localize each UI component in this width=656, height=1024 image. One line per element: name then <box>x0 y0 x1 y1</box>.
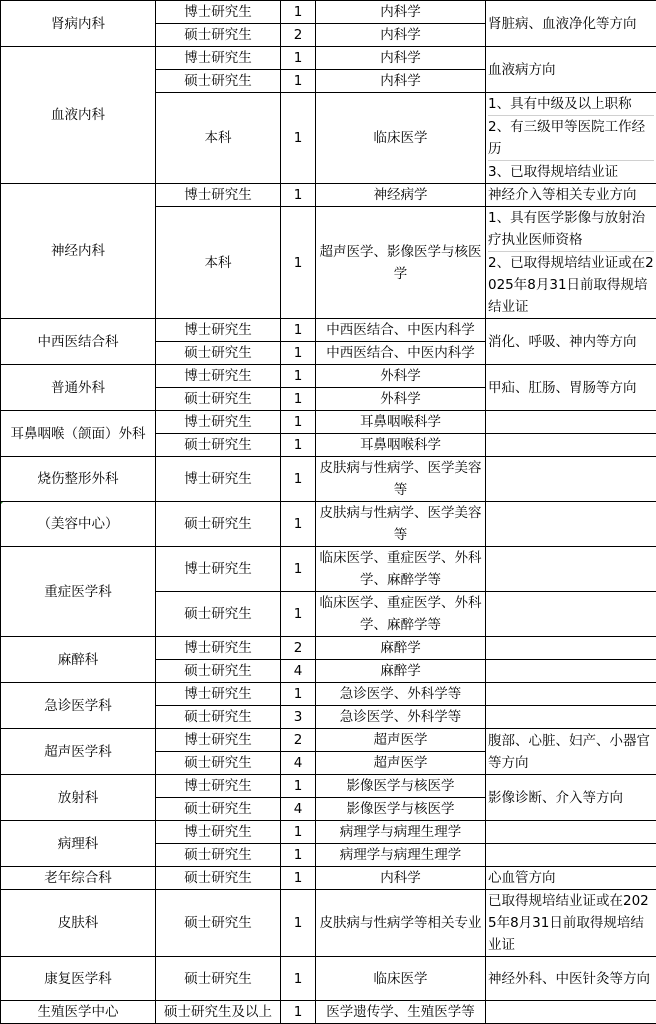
department-cell: 急诊医学科 <box>1 683 156 729</box>
table-row <box>1 1 656 24</box>
requirement-line: 1、具有医学影像与放射治疗执业医师资格 <box>488 207 654 251</box>
department-cell: 烧伤整形外科 <box>1 457 156 502</box>
count-cell: 1 <box>281 411 316 434</box>
count-cell: 1 <box>281 775 316 798</box>
major-cell: 耳鼻咽喉科学 <box>316 434 486 457</box>
major-cell: 超声医学、影像医学与核医学 <box>316 207 486 319</box>
degree-cell: 硕士研究生 <box>156 706 281 729</box>
table-row <box>1 890 656 957</box>
table-row <box>1 637 656 660</box>
major-cell: 影像医学与核医学 <box>316 775 486 798</box>
major-cell: 临床医学、重症医学、外科学、麻醉学等 <box>316 592 486 637</box>
department-cell: 病理科 <box>1 821 156 867</box>
degree-cell: 硕士研究生 <box>156 890 281 957</box>
department-cell: 耳鼻咽喉（颌面）外科 <box>1 411 156 457</box>
degree-cell: 博士研究生 <box>156 683 281 706</box>
requirement-cell <box>486 637 656 660</box>
count-cell: 4 <box>281 752 316 775</box>
department-cell: 肾病内科 <box>1 1 156 47</box>
table-row <box>1 319 656 342</box>
degree-cell: 硕士研究生 <box>156 434 281 457</box>
requirement-cell <box>486 844 656 867</box>
major-cell: 内科学 <box>316 24 486 47</box>
table-row <box>1 184 656 207</box>
requirement-cell <box>486 821 656 844</box>
requirement-cell <box>486 502 656 547</box>
count-cell: 1 <box>281 683 316 706</box>
degree-cell: 硕士研究生 <box>156 502 281 547</box>
degree-cell: 博士研究生 <box>156 411 281 434</box>
count-cell: 1 <box>281 184 316 207</box>
major-cell: 皮肤病与性病学等相关专业 <box>316 890 486 957</box>
degree-cell: 博士研究生 <box>156 821 281 844</box>
degree-cell: 博士研究生 <box>156 319 281 342</box>
requirement-line: 2、有三级甲等医院工作经历 <box>488 115 654 160</box>
count-cell: 1 <box>281 342 316 365</box>
count-cell: 2 <box>281 24 316 47</box>
department-cell: 普通外科 <box>1 365 156 411</box>
requirement-cell <box>486 207 656 319</box>
degree-cell: 本科 <box>156 207 281 319</box>
requirement-cell <box>486 706 656 729</box>
major-cell: 临床医学 <box>316 957 486 1001</box>
requirement-cell <box>486 434 656 457</box>
department-cell: 神经内科 <box>1 184 156 319</box>
degree-cell: 硕士研究生 <box>156 660 281 683</box>
table-row <box>1 867 656 890</box>
major-cell: 急诊医学、外科学等 <box>316 706 486 729</box>
major-cell: 影像医学与核医学 <box>316 798 486 821</box>
count-cell: 1 <box>281 957 316 1001</box>
degree-cell: 博士研究生 <box>156 457 281 502</box>
department-cell: 中西医结合科 <box>1 319 156 365</box>
requirement-cell: 肾脏病、血液净化等方向 <box>486 1 656 47</box>
degree-cell: 博士研究生 <box>156 547 281 592</box>
table-row <box>1 411 656 434</box>
count-cell: 3 <box>281 706 316 729</box>
count-cell: 4 <box>281 660 316 683</box>
major-cell: 内科学 <box>316 867 486 890</box>
count-cell: 1 <box>281 319 316 342</box>
department-cell: 血液内科 <box>1 47 156 184</box>
degree-cell: 硕士研究生 <box>156 798 281 821</box>
count-cell: 1 <box>281 365 316 388</box>
table-row <box>1 821 656 844</box>
requirement-cell <box>486 683 656 706</box>
count-cell: 1 <box>281 547 316 592</box>
department-cell: 康复医学科 <box>1 957 156 1001</box>
count-cell: 1 <box>281 207 316 319</box>
major-cell: 皮肤病与性病学、医学美容等 <box>316 457 486 502</box>
requirement-cell: 血液病方向 <box>486 47 656 93</box>
degree-cell: 硕士研究生 <box>156 388 281 411</box>
requirement-cell <box>486 93 656 184</box>
major-cell: 病理学与病理生理学 <box>316 821 486 844</box>
major-cell: 内科学 <box>316 1 486 24</box>
degree-cell: 博士研究生 <box>156 775 281 798</box>
department-cell: 超声医学科 <box>1 729 156 775</box>
degree-cell: 硕士研究生及以上 <box>156 1001 281 1024</box>
major-cell: 超声医学 <box>316 729 486 752</box>
count-cell: 1 <box>281 844 316 867</box>
count-cell: 1 <box>281 93 316 184</box>
count-cell: 1 <box>281 1001 316 1024</box>
major-cell: 中西医结合、中医内科学 <box>316 319 486 342</box>
count-cell: 1 <box>281 70 316 93</box>
major-cell: 急诊医学、外科学等 <box>316 683 486 706</box>
major-cell: 外科学 <box>316 365 486 388</box>
department-cell: 皮肤科 <box>1 890 156 957</box>
table-row <box>1 729 656 752</box>
table-body <box>1 1 656 1024</box>
degree-cell: 硕士研究生 <box>156 752 281 775</box>
requirement-cell <box>486 411 656 434</box>
requirement-cell <box>486 592 656 637</box>
requirement-cell: 已取得规培结业证或在2025年8月31日前取得规培结业证 <box>486 890 656 957</box>
degree-cell: 博士研究生 <box>156 47 281 70</box>
degree-cell: 硕士研究生 <box>156 592 281 637</box>
major-cell: 内科学 <box>316 70 486 93</box>
degree-cell: 博士研究生 <box>156 1 281 24</box>
degree-cell: 硕士研究生 <box>156 957 281 1001</box>
table-row <box>1 502 656 547</box>
table-row <box>1 775 656 798</box>
count-cell: 1 <box>281 388 316 411</box>
requirement-cell: 甲疝、肛肠、胃肠等方向 <box>486 365 656 411</box>
requirement-cell: 消化、呼吸、神内等方向 <box>486 319 656 365</box>
requirement-cell: 神经介入等相关专业方向 <box>486 184 656 207</box>
count-cell: 1 <box>281 434 316 457</box>
count-cell: 1 <box>281 502 316 547</box>
degree-cell: 本科 <box>156 93 281 184</box>
degree-cell: 博士研究生 <box>156 729 281 752</box>
table-row <box>1 365 656 388</box>
department-cell: 重症医学科 <box>1 547 156 637</box>
major-cell: 麻醉学 <box>316 637 486 660</box>
major-cell: 临床医学 <box>316 93 486 184</box>
table-row <box>1 957 656 1001</box>
count-cell: 1 <box>281 821 316 844</box>
count-cell: 4 <box>281 798 316 821</box>
requirement-cell: 影像诊断、介入等方向 <box>486 775 656 821</box>
requirement-line: 1、具有中级及以上职称 <box>488 93 654 115</box>
requirement-cell: 心血管方向 <box>486 867 656 890</box>
degree-cell: 硕士研究生 <box>156 24 281 47</box>
major-cell: 临床医学、重症医学、外科学、麻醉学等 <box>316 547 486 592</box>
major-cell: 耳鼻咽喉科学 <box>316 411 486 434</box>
count-cell: 1 <box>281 457 316 502</box>
degree-cell: 博士研究生 <box>156 637 281 660</box>
table-row <box>1 1001 656 1024</box>
major-cell: 内科学 <box>316 47 486 70</box>
major-cell: 麻醉学 <box>316 660 486 683</box>
requirement-cell: 神经外科、中医针灸等方向 <box>486 957 656 1001</box>
count-cell: 1 <box>281 890 316 957</box>
count-cell: 1 <box>281 47 316 70</box>
table-row <box>1 457 656 502</box>
count-cell: 2 <box>281 637 316 660</box>
count-cell: 1 <box>281 1 316 24</box>
degree-cell: 博士研究生 <box>156 184 281 207</box>
requirement-cell <box>486 1001 656 1024</box>
count-cell: 2 <box>281 729 316 752</box>
degree-cell: 硕士研究生 <box>156 342 281 365</box>
degree-cell: 硕士研究生 <box>156 70 281 93</box>
requirement-cell <box>486 457 656 502</box>
major-cell: 中西医结合、中医内科学 <box>316 342 486 365</box>
table-row <box>1 683 656 706</box>
table-row <box>1 47 656 70</box>
major-cell: 医学遗传学、生殖医学等 <box>316 1001 486 1024</box>
requirement-line: 3、已取得规培结业证 <box>488 160 654 183</box>
degree-cell: 硕士研究生 <box>156 844 281 867</box>
requirement-cell <box>486 547 656 592</box>
count-cell: 1 <box>281 592 316 637</box>
major-cell: 外科学 <box>316 388 486 411</box>
degree-cell: 博士研究生 <box>156 365 281 388</box>
major-cell: 超声医学 <box>316 752 486 775</box>
department-cell: 生殖医学中心 <box>1 1001 156 1024</box>
department-cell: （美容中心） <box>1 502 156 547</box>
count-cell: 1 <box>281 867 316 890</box>
requirement-cell <box>486 660 656 683</box>
major-cell: 皮肤病与性病学、医学美容等 <box>316 502 486 547</box>
department-cell: 放射科 <box>1 775 156 821</box>
degree-cell: 硕士研究生 <box>156 867 281 890</box>
department-cell: 麻醉科 <box>1 637 156 683</box>
table-row <box>1 547 656 592</box>
requirement-line: 2、已取得规培结业证或在2025年8月31日前取得规培结业证 <box>488 251 654 318</box>
major-cell: 病理学与病理生理学 <box>316 844 486 867</box>
requirement-cell: 腹部、心脏、妇产、小器官等方向 <box>486 729 656 775</box>
major-cell: 神经病学 <box>316 184 486 207</box>
department-cell: 老年综合科 <box>1 867 156 890</box>
